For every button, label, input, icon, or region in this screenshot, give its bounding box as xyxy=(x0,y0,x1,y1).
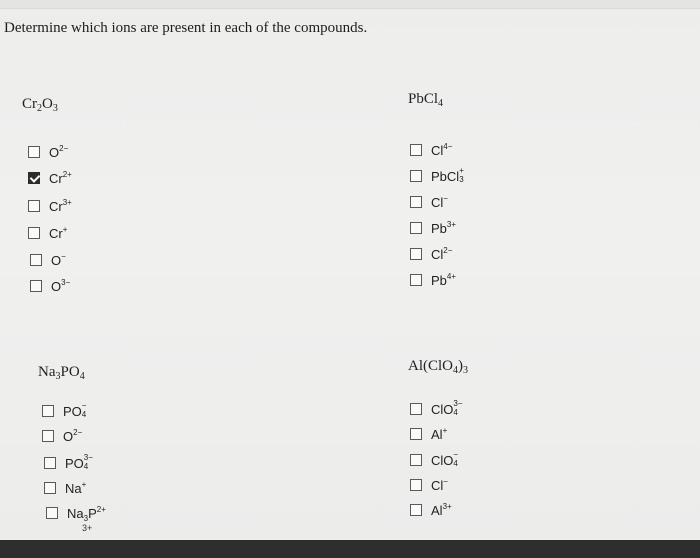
option-o3minus[interactable]: $O^{3-}$ xyxy=(30,277,70,295)
checkbox[interactable] xyxy=(46,507,58,519)
option-cl4minus[interactable]: $Cl^{4-}$ xyxy=(410,141,452,159)
option-clminus[interactable]: Cl− xyxy=(410,193,448,211)
option-ominus[interactable]: O− xyxy=(30,251,66,269)
option-crplus[interactable]: Cr+ xyxy=(28,224,67,242)
option-al3plus[interactable]: $Al^{3+}$ xyxy=(410,501,452,519)
checkbox[interactable] xyxy=(28,200,40,212)
window-top-edge xyxy=(0,0,700,9)
option-alplus[interactable]: Al+ xyxy=(410,425,447,443)
option-clo4minus[interactable]: ClO − 4 xyxy=(410,451,461,469)
compound-alclo43-title: $Al(ClO_4)_3$ xyxy=(408,358,468,376)
option-cl2minus[interactable]: $Cl^{2-}$ xyxy=(410,245,452,263)
compound-pbcl4-title: PbCl$_4$ xyxy=(408,91,444,109)
option-clo43minus[interactable]: ClO 3− 4 xyxy=(410,400,465,418)
option-po4minus[interactable]: PO − 4 xyxy=(42,402,90,420)
checkbox[interactable] xyxy=(410,248,422,260)
checkbox[interactable] xyxy=(410,479,422,491)
option-po43minus[interactable]: PO 3− 4 xyxy=(44,454,96,472)
checkbox[interactable] xyxy=(410,403,422,415)
option-cr3plus[interactable]: $Cr^{3+}$ xyxy=(28,197,72,215)
option-na3p2plus[interactable]: $Na_3P^{2+}$ xyxy=(46,504,106,522)
checkbox[interactable] xyxy=(28,146,40,158)
checkbox[interactable] xyxy=(42,430,54,442)
checkbox[interactable] xyxy=(410,170,422,182)
checkbox[interactable] xyxy=(410,454,422,466)
screen-bottom-bezel xyxy=(0,540,700,558)
compound-cr2o3-title: $Cr_2O_3$ xyxy=(22,96,58,114)
checkbox[interactable] xyxy=(410,222,422,234)
cutoff-charge-label: 3+ xyxy=(82,523,93,533)
option-pbcl3plus[interactable]: PbCl + 3 xyxy=(410,167,467,185)
option-naplus[interactable]: Na+ xyxy=(44,479,86,497)
option-cr2plus[interactable]: $Cr^{2+}$ xyxy=(28,169,72,187)
question-instruction: Determine which ions are present in each of the compounds. xyxy=(4,20,368,36)
option-clminus-2[interactable]: Cl− xyxy=(410,476,448,494)
checkbox-checked[interactable] xyxy=(28,172,40,184)
checkbox[interactable] xyxy=(410,196,422,208)
option-o2minus[interactable]: $O^{2-}$ xyxy=(28,143,68,161)
checkbox[interactable] xyxy=(410,144,422,156)
compound-na3po4-title: $Na_3PO_4$ xyxy=(38,364,85,382)
checkbox[interactable] xyxy=(410,274,422,286)
checkbox[interactable] xyxy=(44,457,56,469)
checkbox[interactable] xyxy=(30,254,42,266)
checkbox[interactable] xyxy=(28,227,40,239)
checkbox[interactable] xyxy=(410,504,422,516)
checkbox[interactable] xyxy=(42,405,54,417)
checkbox[interactable] xyxy=(410,428,422,440)
option-pb3plus[interactable]: $Pb^{3+}$ xyxy=(410,219,456,237)
option-o2minus-2[interactable]: $O^{2-}$ xyxy=(42,427,82,445)
option-pb4plus[interactable]: $Pb^{4+}$ xyxy=(410,271,456,289)
checkbox[interactable] xyxy=(44,482,56,494)
checkbox[interactable] xyxy=(30,280,42,292)
